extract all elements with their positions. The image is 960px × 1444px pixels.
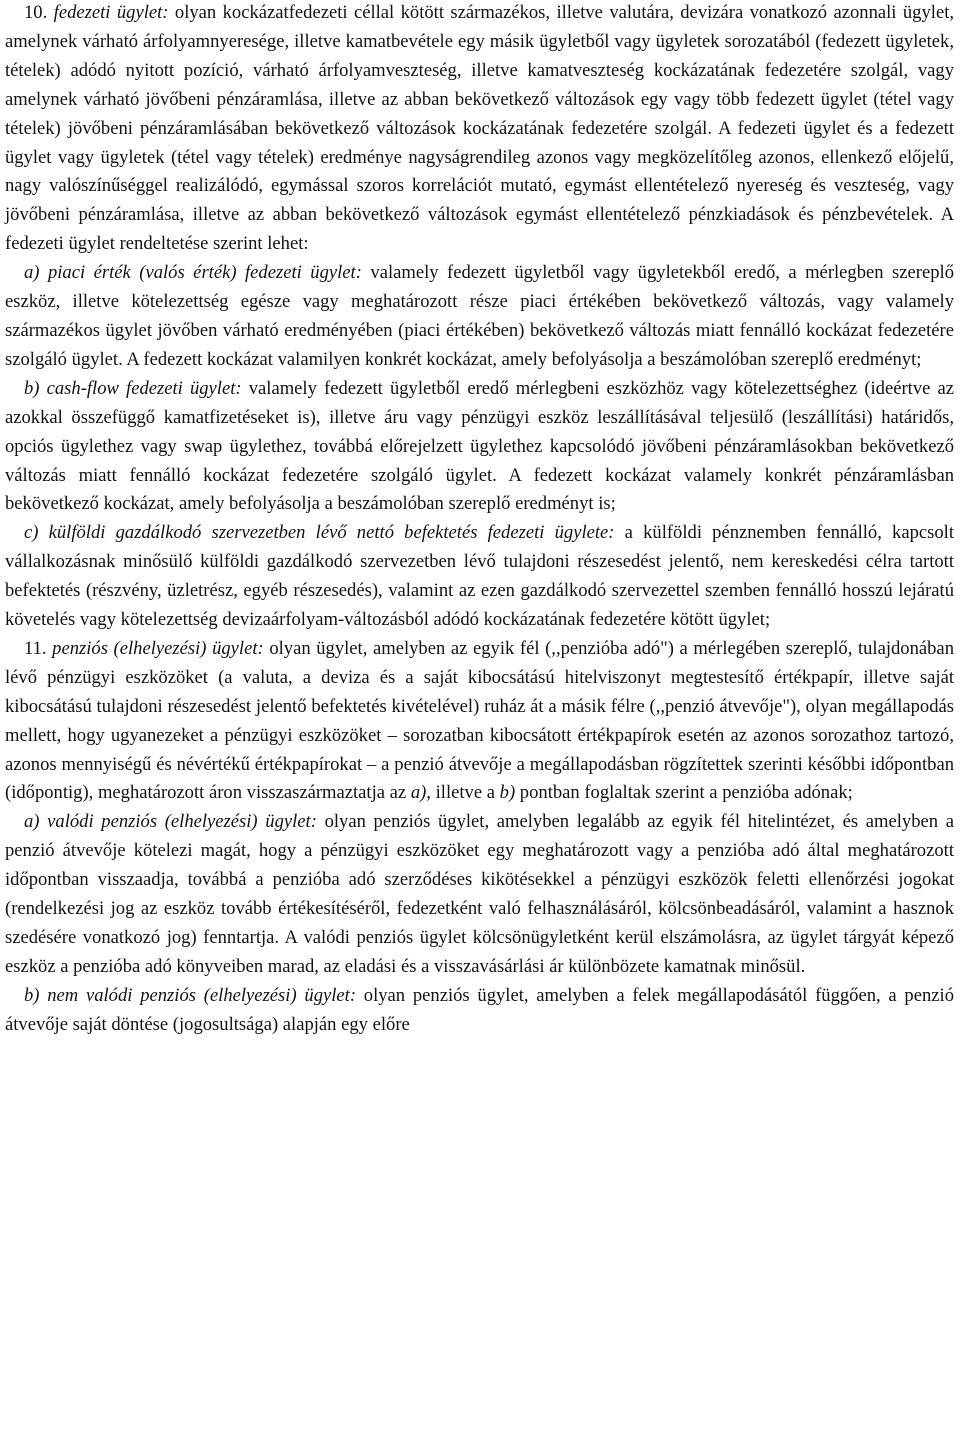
paragraph-number: 11. [24, 637, 47, 659]
paragraph-10a-fair-value-hedge [5, 259, 954, 375]
paragraph-text-tail: pontban foglaltak szerint a penzióba adónak; [519, 782, 853, 804]
defined-term: b) nem valódi penziós (elhelyezési) ügylet: [24, 984, 357, 1006]
reference-b: b) [499, 782, 516, 804]
defined-term: a) valódi penziós (elhelyezési) ügylet: [24, 811, 317, 833]
paragraph-text: olyan penziós ügylet, amelyben a felek megállapodásától függően, a penzió átvevője saját döntése (jogosultsága) alapján egy előre [5, 984, 954, 1035]
paragraph-11b-non-genuine-repo [5, 982, 954, 1040]
paragraph-10b-cash-flow-hedge [5, 375, 954, 520]
paragraph-text: olyan kockázatfedezeti céllal kötött származékos, illetve valutára, devizára vonatkozó azonnali ügylet, amelynek várható árfolyamnyeresége, illetve kamatbevétele egy másik ügyletből vagy ügyletek sorozatából (fedezett ügyletek, tételek) adódó nyitott pozíció, várható árfolyamveszteség, illetve kamatveszteség kockázatának fedezetére szolgál, vagy amelynek várható jövőbeni pénzáramlása, illetve az abban bekövetkező változások egy vagy több fedezett ügylet (tétel vagy tételek) jövőbeni pénzáramlásában bekövetkező változások kockázatának fedezetére szolgál. A fedezeti ügylet és a fedezett ügylet vagy ügyletek (tétel vagy tételek) eredménye nagyságrendileg azonos vagy megközelítőleg azonos, ellenkező előjelű, nagy valószínűséggel realizálódó, egymással szoros korrelációt mutató, egymást ellentételező nyereség és veszteség, vagy jövőbeni pénzáramlása, illetve az abban bekövetkező változások egymást ellentételező pénzkiadások és pénzbevételek. A fedezeti ügylet rendeltetése szerint lehet: [5, 2, 955, 255]
defined-term: penziós (elhelyezési) ügylet: [52, 637, 264, 659]
defined-term: b) cash-flow fedezeti ügylet: [24, 377, 242, 399]
paragraph-11-repo-transaction [5, 635, 954, 808]
defined-term: fedezeti ügylet: [53, 2, 169, 23]
paragraph-text-mid: illetve a [435, 782, 495, 804]
paragraph-number: 10. [24, 2, 48, 23]
defined-term: c) külföldi gazdálkodó szervezetben lévő nettó befektetés fedezeti ügylete: [24, 522, 615, 544]
paragraph-text: valamely fedezett ügyletből vagy ügyletekből eredő, a mérlegben szereplő eszköz, illetve kötelezettség egésze vagy meghatározott része piaci értékében bekövetkező változás, vagy valamely származékos ügylet jövőben várható eredményében (piaci értékében) bekövetkező változás miatt fennálló kockázat fedezetére szolgáló ügylet. A fedezett kockázat valamilyen konkrét kockázat, amely befolyásolja a beszámolóban szereplő eredményt; [5, 262, 954, 370]
reference-a: a), [410, 782, 431, 804]
paragraph-11a-genuine-repo [5, 808, 954, 981]
paragraph-text: valamely fedezett ügyletből eredő mérlegbeni eszközhöz vagy kötelezettséghez (ideértve az azokkal összefüggő kamatfizetéseket is), illetve áru vagy pénzügyi eszköz leszállításával teljesülő (leszállítási) határidős, opciós ügylethez vagy swap ügylethez, továbbá előrejelzett ügylethez kapcsolódó jövőbeni pénzáramlásokban bekövetkező változás miatt fennálló kockázat fedezetére szolgáló ügylet. A fedezett kockázat valamely konkrét pénzáramlásban bekövetkező kockázat, amely befolyásolja a beszámolóban szereplő eredményt is; [5, 377, 955, 515]
paragraph-10c-net-investment-hedge [5, 519, 954, 635]
defined-term: a) piaci érték (valós érték) fedezeti ügylet: [24, 262, 362, 284]
paragraph-text: olyan penziós ügylet, amelyben legalább az egyik fél hitelintézet, és amelyben a penzió átvevője kötelezi magát, hogy a pénzügyi eszközöket egy meghatározott vagy a penzióba adó által meghatározott időpontban visszaadja, továbbá a penzióba adó szerződéses kikötésekkel a pénzügyi eszközök feletti ellenőrzési jogokat (rendelkezési jog az eszköz tovább értékesítéséről, fedezetként való felhasználásáról, kölcsönbeadásáról, valamint a hasznok szedésére vonatkozó jog) fenntartja. A valódi penziós ügylet kölcsönügyletként kerül elszámolásra, az ügylet tárgyát képező eszköz a penzióba adó könyveiben marad, az eladási és a visszavásárlási ár különbözete kamatnak minősül. [5, 811, 954, 977]
paragraph-text: a külföldi pénznemben fennálló, kapcsolt vállalkozásnak minősülő külföldi gazdálkodó szervezetben lévő tulajdoni részesedést jelentő, nem kereskedési célra tartott befektetés (részvény, üzletrész, egyéb részesedés), valamint az ezen gazdálkodó szervezettel szemben fennálló hosszú lejáratú követelés vagy kötelezettség devizaárfolyam-változásból adódó kockázatának fedezetére kötött ügylet; [5, 522, 955, 631]
paragraph-10-hedging-transaction [5, 0, 954, 259]
paragraph-text: olyan ügylet, amelyben az egyik fél (,,penzióba adó") a mérlegében szereplő, tulajdonában lévő pénzügyi eszközöket (a valuta, a deviza és a saját kibocsátású hitelviszonyt megtestesítő értékpapír, illetve saját kibocsátású tulajdoni részesedést jelentő befektetés kivételével) ruház át a másik félre (,,penzió átvevője"), olyan megállapodás mellett, hogy ugyanezeket a pénzügyi eszközöket – sorozatban kibocsátott értékpapírok esetén az azonos sorozathoz tartozó, azonos mennyiségű és névértékű értékpapírokat – a penzió átvevője a megállapodásban rögzítettek szerinti későbbi időpontban (időpontig), meghatározott áron visszaszármaztatja az [5, 637, 954, 804]
